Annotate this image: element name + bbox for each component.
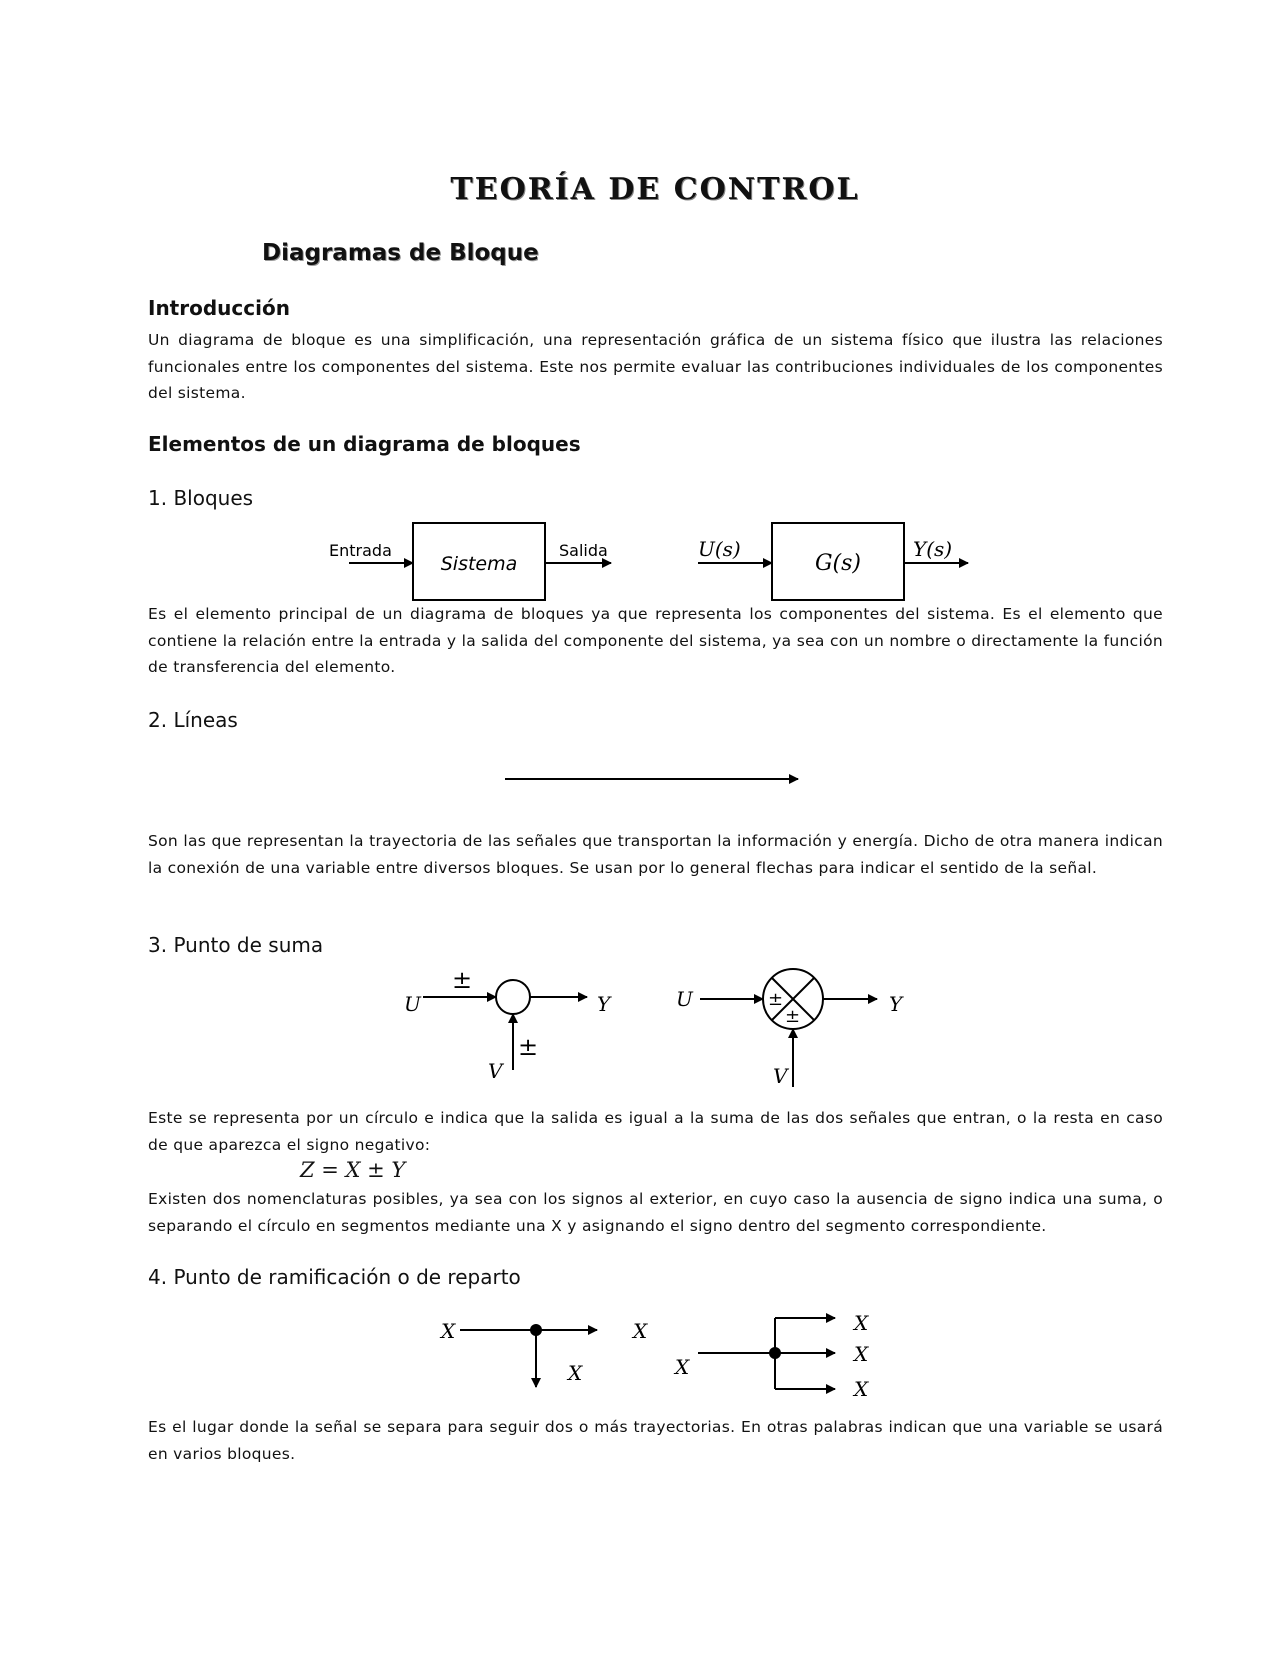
x-label: X bbox=[854, 1311, 869, 1335]
x-label: X bbox=[675, 1355, 690, 1379]
u-label: U(s) bbox=[698, 537, 741, 561]
x-label: X bbox=[854, 1377, 869, 1401]
block-label: Sistema bbox=[440, 553, 518, 575]
section-1-paragraph: Es el elemento principal de un diagrama de bloques ya que representa los componentes del sistema. Es el elemento que contiene la relación entre la entrada y la salida del componente del sistema, ya sea con un nombre o directamente la función de transferencia del elemento. bbox=[148, 605, 1163, 676]
section-4-paragraph: Es el lugar donde la señal se separa para seguir dos o más trayectorias. En otras palabras indican que una variable se usará en varios bloques. bbox=[148, 1418, 1163, 1463]
output-label: Salida bbox=[559, 541, 608, 560]
document-subtitle: Diagramas de Bloque bbox=[262, 240, 539, 266]
section-3-heading: 3. Punto de suma bbox=[148, 933, 324, 957]
document-title: TEORÍA DE CONTROL bbox=[450, 172, 860, 207]
summing-circle bbox=[496, 980, 530, 1014]
plus-minus-sign: ± bbox=[785, 1006, 801, 1027]
elements-heading: Elementos de un diagrama de bloques bbox=[148, 432, 581, 456]
branch-dot bbox=[530, 1324, 542, 1336]
sum-formula: Z = X ± Y bbox=[300, 1158, 406, 1182]
u-label: U bbox=[676, 987, 693, 1011]
intro-heading: Introducción bbox=[148, 296, 290, 320]
y-label: Y bbox=[889, 992, 903, 1016]
y-label: Y bbox=[597, 992, 611, 1016]
g-label: G(s) bbox=[814, 551, 862, 576]
input-label: Entrada bbox=[329, 541, 392, 560]
section-4-heading: 4. Punto de ramificación o de reparto bbox=[148, 1265, 521, 1289]
plus-minus-sign: ± bbox=[768, 989, 784, 1010]
section-3-paragraph-2: Existen dos nomenclaturas posibles, ya sea con los signos al exterior, en cuyo caso la ausencia de signo indica una suma, o separando el círculo en segmentos mediante una X y asignando el signo dentro del segmento correspondiente. bbox=[148, 1190, 1163, 1235]
plus-minus-sign: ± bbox=[452, 966, 473, 994]
x-label: X bbox=[633, 1319, 648, 1343]
v-label: V bbox=[773, 1064, 788, 1088]
plus-minus-sign: ± bbox=[518, 1033, 539, 1061]
section-1-heading: 1. Bloques bbox=[148, 486, 254, 510]
section-3-paragraph: Este se representa por un círculo e indica que la salida es igual a la suma de las dos señales que entran, o la resta en caso de que aparezca el signo negativo: bbox=[148, 1109, 1163, 1154]
section-2-heading: 2. Líneas bbox=[148, 708, 238, 732]
summing-point-external-signs bbox=[423, 980, 587, 1070]
y-label: Y(s) bbox=[913, 537, 953, 561]
summing-point-segmented bbox=[700, 969, 877, 1087]
v-label: V bbox=[488, 1059, 503, 1083]
u-label: U bbox=[404, 992, 421, 1016]
intro-paragraph: Un diagrama de bloque es una simplificación, una representación gráfica de un sistema físico que ilustra las relaciones funcionales entre los componentes del sistema. Este nos permite evaluar las contribuciones individuales de los componentes del sistema. bbox=[148, 331, 1163, 402]
branch-dot bbox=[769, 1347, 781, 1359]
x-label: X bbox=[568, 1361, 583, 1385]
branch-point-three-way bbox=[698, 1318, 835, 1389]
x-label: X bbox=[854, 1342, 869, 1366]
section-2-paragraph: Son las que representan la trayectoria de las señales que transportan la información y energía. Dicho de otra manera indican la conexión de una variable entre diversos bloques. Se usan por lo general flechas para indicar el sentido de la señal. bbox=[148, 832, 1163, 877]
x-label: X bbox=[441, 1319, 456, 1343]
